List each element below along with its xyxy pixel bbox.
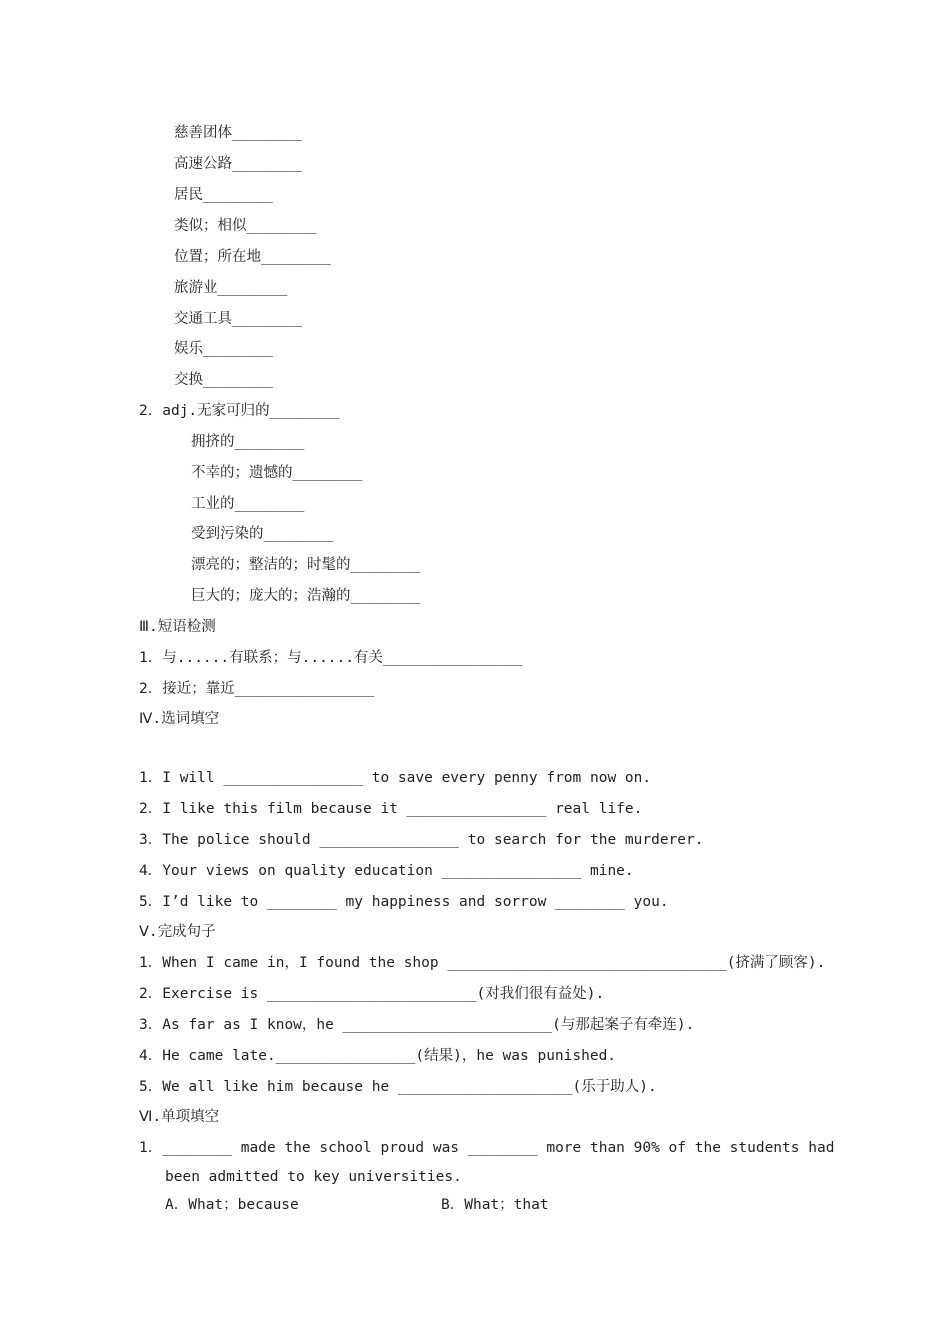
vocab-item: 居民________ xyxy=(174,187,273,203)
vocab-item: 工业的________ xyxy=(191,496,305,512)
vocab-item: 交换________ xyxy=(174,372,273,388)
vocab-item: 高速公路________ xyxy=(174,156,302,172)
exercise-item: 1．与......有联系；与......有关________________ xyxy=(139,650,523,666)
vocab-item: 交通工具________ xyxy=(174,311,302,327)
option-b: B．What；that xyxy=(441,1197,549,1213)
option-a: A．What；because xyxy=(165,1197,299,1213)
section-title: Ⅳ.选词填空 xyxy=(139,711,220,727)
question-line: 1．________ made the school proud was ________ more than 90% of the students had xyxy=(139,1140,835,1156)
vocab-item: 旅游业________ xyxy=(174,280,288,296)
exercise-item: 2．I like this film because it ________________ real life. xyxy=(139,801,643,817)
exercise-item: 5．I’d like to ________ my happiness and sorrow ________ you. xyxy=(139,894,669,910)
exercise-item: 3．As far as I know，he ________________________(与那起案子有牵连). xyxy=(139,1017,695,1033)
exercise-item: 4．Your views on quality education ________________ mine. xyxy=(139,863,634,879)
exercise-item: 1．I will ________________ to save every penny from now on. xyxy=(139,770,652,786)
vocab-item: 受到污染的________ xyxy=(191,526,334,542)
exercise-item: 1．When I came in，I found the shop ________________________________(挤满了顾客). xyxy=(139,955,826,971)
vocab-item: 漂亮的；整洁的；时髦的________ xyxy=(191,557,421,573)
exercise-item: 5．We all like him because he ____________________(乐于助人). xyxy=(139,1079,657,1095)
exercise-item: 2．接近；靠近________________ xyxy=(139,681,375,697)
exercise-item: 3．The police should ________________ to search for the murderer. xyxy=(139,832,704,848)
vocab-item: 巨大的；庞大的；浩瀚的________ xyxy=(191,588,421,604)
vocab-item: 慈善团体________ xyxy=(174,125,302,141)
section-title: Ⅵ.单项填空 xyxy=(139,1109,220,1125)
question-line: been admitted to key universities. xyxy=(165,1169,462,1185)
vocab-item: 类似；相似________ xyxy=(174,218,317,234)
vocab-item: 娱乐________ xyxy=(174,341,273,357)
section-title: Ⅲ.短语检测 xyxy=(139,619,216,635)
exercise-item: 4．He came late.________________(结果)，he was punished. xyxy=(139,1048,617,1064)
section-title: Ⅴ.完成句子 xyxy=(139,924,216,940)
vocab-item: 位置；所在地________ xyxy=(174,249,331,265)
adj-header: 2．adj.无家可归的________ xyxy=(139,403,340,419)
exercise-item: 2．Exercise is ________________________(对我们很有益处). xyxy=(139,986,605,1002)
vocab-item: 不幸的；遗憾的________ xyxy=(191,465,363,481)
vocab-item: 拥挤的________ xyxy=(191,434,305,450)
